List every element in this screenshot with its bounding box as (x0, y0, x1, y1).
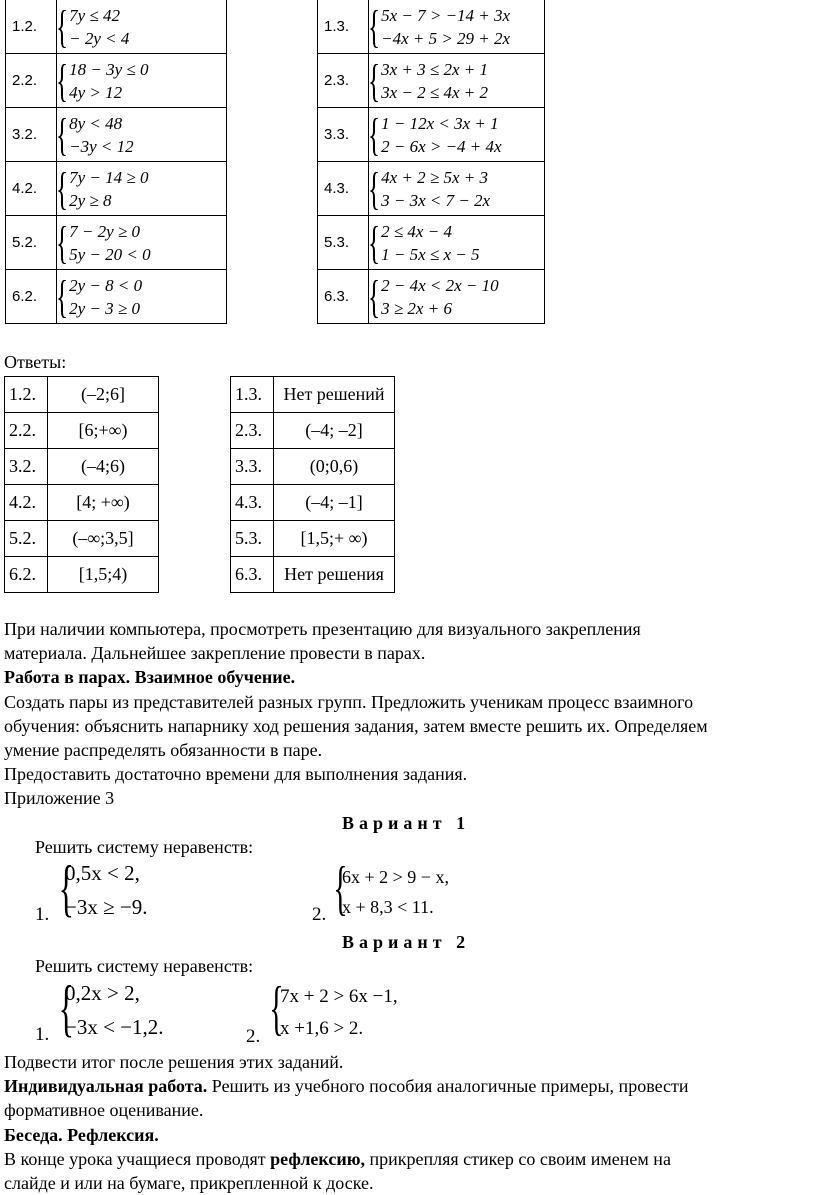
inequality-line: 3x + 3 ≤ 2x + 1 (381, 59, 488, 79)
brace-icon: { (333, 855, 348, 921)
inequality-line: −3y < 12 (69, 136, 134, 156)
inequality-line: 7y ≤ 42 (69, 5, 120, 25)
answer-number: 3.3. (231, 449, 274, 485)
answer-number: 5.3. (231, 521, 274, 557)
answer-row (231, 485, 395, 521)
system-lines (69, 59, 148, 103)
inequality-line: 1 − 12x < 3x + 1 (381, 113, 499, 133)
inequality-line: 4x + 2 ≥ 5x + 3 (381, 167, 488, 187)
appendix-label: Приложение 3 (4, 788, 115, 808)
inequality-line: x + 8,3 < 11. (342, 897, 434, 917)
reflection-text-a: В конце урока учащиеся проводят (4, 1149, 271, 1169)
inequality-line: 5y − 20 < 0 (69, 244, 151, 264)
inequality-line: 0,2x > 2, (65, 981, 140, 1005)
brace-icon: { (55, 54, 69, 106)
inequality-line: 8y < 48 (69, 113, 123, 133)
variant-2-system-1 (35, 972, 275, 1048)
inequality-line: 2 − 4x < 2x − 10 (381, 275, 499, 295)
variant-1-heading: Вариант 1 (342, 813, 471, 833)
system-row (318, 162, 545, 216)
system-lines (69, 167, 148, 211)
answer-value: Нет решения (274, 557, 395, 593)
system-body (55, 162, 226, 214)
reflection-line2: слайде и или на бумаге, прикрепленной к доске. (4, 1173, 374, 1193)
answer-value: (–4;6) (48, 449, 159, 485)
inequality-line: 0,5x < 2, (65, 861, 140, 885)
inequality-line: 7 − 2y ≥ 0 (69, 221, 140, 241)
system-number: 6.2. (6, 270, 57, 324)
system-cell (57, 54, 227, 108)
brace-icon: { (55, 270, 69, 322)
answer-number: 1.3. (231, 377, 274, 413)
inequality-line: 2y − 3 ≥ 0 (69, 298, 140, 318)
system-lines (381, 113, 501, 157)
answer-value: (–4; –1] (274, 485, 395, 521)
variant-1-system-2 (312, 855, 572, 932)
system-body (55, 108, 226, 160)
answer-row (231, 377, 395, 413)
brace-icon: { (55, 216, 69, 268)
system-number: 4.3. (318, 162, 369, 216)
brace-icon: { (58, 972, 75, 1043)
system-lines (381, 59, 488, 103)
brace-icon: { (367, 0, 381, 52)
answer-number: 6.3. (231, 557, 274, 593)
answer-number: 6.2. (5, 557, 48, 593)
system-lines (69, 5, 129, 49)
inequality-line: 18 − 3y ≤ 0 (69, 59, 149, 79)
system-row (318, 54, 545, 108)
paragraph-pairs-line2: обучения: объяснить напарнику ход решения задания, затем вместе решить их. Определяем (4, 716, 708, 736)
system-body (367, 108, 544, 160)
answer-row (231, 413, 395, 449)
system-cell (369, 54, 545, 108)
system-cell (369, 108, 545, 162)
answer-number: 5.2. (5, 521, 48, 557)
answer-value: [1,5;+ ∞) (274, 521, 395, 557)
answer-value: (–4; –2] (274, 413, 395, 449)
system-row (318, 270, 545, 324)
paragraph-computer-line2: материала. Дальнейшее закрепление провести в парах. (4, 643, 426, 663)
answer-number: 4.3. (231, 485, 274, 521)
individual-work-line1 (4, 1074, 689, 1098)
system-lines (69, 113, 134, 157)
system-cell (57, 0, 227, 54)
system-body (367, 270, 544, 322)
system-number: 2.3. (318, 54, 369, 108)
brace-icon: { (367, 216, 381, 268)
answer-value: [4; +∞) (48, 485, 159, 521)
inequality-line: 1 − 5x ≤ x − 5 (381, 244, 480, 264)
answer-number: 2.3. (231, 413, 274, 449)
answer-row (5, 449, 159, 485)
inequality-line: − 2y < 4 (69, 28, 130, 48)
inequality-line: −3x < −1,2. (65, 1015, 164, 1039)
inequality-line: 6x + 2 > 9 − x, (342, 867, 449, 887)
answer-value: [6;+∞) (48, 413, 159, 449)
system-number: 5.2. (6, 216, 57, 270)
system-number: 4.2. (6, 162, 57, 216)
system-row (6, 54, 227, 108)
answer-value: (–2;6] (48, 377, 159, 413)
answer-number: 1.2. (5, 377, 48, 413)
inequality-line: 7y − 14 ≥ 0 (69, 167, 149, 187)
variant-2-system-2 (246, 975, 506, 1052)
system-cell (369, 216, 545, 270)
system-lines (69, 221, 151, 265)
answer-value: (0;0,6) (274, 449, 395, 485)
system-body (367, 0, 544, 52)
brace-icon: { (269, 975, 284, 1041)
summary-text: Подвести итог после решения этих заданий. (4, 1052, 344, 1072)
system-row (318, 0, 545, 54)
system-number: 1. (35, 904, 50, 925)
answer-number: 4.2. (5, 485, 48, 521)
answers-table-right (230, 376, 395, 593)
reflection-text-b: прикрепляя стикер со своим именем на (364, 1149, 671, 1169)
answers-heading: Ответы: (4, 352, 67, 372)
inequality-line: 2y − 8 < 0 (69, 275, 143, 295)
system-lines (69, 275, 142, 319)
inequality-line: 5x − 7 > −14 + 3x (381, 5, 511, 25)
inequality-line: −4x + 5 > 29 + 2x (381, 28, 511, 48)
answer-row (231, 449, 395, 485)
brace-icon: { (367, 54, 381, 106)
answer-value: (–∞;3,5] (48, 521, 159, 557)
brace-icon: { (55, 0, 69, 52)
answer-row (5, 413, 159, 449)
inequality-line: 2 ≤ 4x − 4 (381, 221, 452, 241)
reflection-line1 (4, 1147, 671, 1171)
system-cell (369, 0, 545, 54)
system-body (55, 54, 226, 106)
system-row (6, 162, 227, 216)
variant-2-heading: Вариант 2 (342, 932, 471, 952)
system-number: 3.3. (318, 108, 369, 162)
system-row (6, 108, 227, 162)
system-cell (369, 162, 545, 216)
systems-table-left (5, 0, 227, 324)
system-body (55, 270, 226, 322)
answer-value: Нет решений (274, 377, 395, 413)
system-row (318, 108, 545, 162)
individual-work-heading: Индивидуальная работа. (4, 1076, 208, 1096)
system-row (6, 216, 227, 270)
system-lines (381, 5, 510, 49)
brace-icon: { (58, 852, 75, 923)
system-cell (57, 270, 227, 324)
answer-row (231, 557, 395, 593)
brace-icon: { (367, 270, 381, 322)
system-cell (369, 270, 545, 324)
answer-row (5, 377, 159, 413)
system-lines (381, 221, 479, 265)
inequality-line: 3 ≥ 2x + 6 (381, 298, 452, 318)
answer-value: [1,5;4) (48, 557, 159, 593)
inequality-line: 2 − 6x > −4 + 4x (381, 136, 502, 156)
inequality-line: x +1,6 > 2. (280, 1018, 364, 1039)
system-body (367, 54, 544, 106)
system-body (55, 216, 226, 268)
system-row (6, 270, 227, 324)
inequality-line: 2y ≥ 8 (69, 190, 112, 210)
system-number: 1.3. (318, 0, 369, 54)
system-cell (57, 108, 227, 162)
variant-2-task: Решить систему неравенств: (35, 956, 254, 976)
paragraph-pairs-line3: умение распределять обязанности в паре. (4, 740, 323, 760)
inequality-line: 7x + 2 > 6x −1, (280, 986, 398, 1007)
system-cell (57, 216, 227, 270)
system-lines (381, 275, 499, 319)
answer-number: 3.2. (5, 449, 48, 485)
system-body (367, 216, 544, 268)
inequality-line: −3x ≥ −9. (65, 895, 148, 919)
brace-icon: { (367, 162, 381, 214)
individual-work-text: Решить из учебного пособия аналогичные примеры, провести (207, 1076, 689, 1096)
inequality-line: 3x − 2 ≤ 4x + 2 (381, 82, 488, 102)
answer-row (5, 557, 159, 593)
system-row (6, 0, 227, 54)
system-number: 6.3. (318, 270, 369, 324)
brace-icon: { (55, 108, 69, 160)
system-cell (57, 162, 227, 216)
individual-work-line2: формативное оценивание. (4, 1100, 204, 1120)
system-body (367, 162, 544, 214)
system-number: 2.2. (6, 54, 57, 108)
variant-1-task: Решить систему неравенств: (35, 837, 254, 857)
heading-reflection: Беседа. Рефлексия. (4, 1125, 159, 1145)
variant-1-system-1 (35, 852, 275, 928)
answer-row (231, 521, 395, 557)
paragraph-computer-line1: При наличии компьютера, просмотреть презентацию для визуального закрепления (4, 619, 641, 639)
system-number: 1. (35, 1024, 50, 1045)
system-lines (381, 167, 490, 211)
system-number: 2. (246, 1026, 261, 1047)
answers-table-left (4, 376, 159, 593)
paragraph-pairs-line1: Создать пары из представителей разных групп. Предложить ученикам процесс взаимного (4, 692, 694, 712)
inequality-line: 4y > 12 (69, 82, 123, 102)
system-number: 2. (312, 904, 327, 925)
system-number: 3.2. (6, 108, 57, 162)
system-number: 1.2. (6, 0, 57, 54)
answer-number: 2.2. (5, 413, 48, 449)
reflection-term: рефлексию, (270, 1149, 365, 1169)
answer-row (5, 521, 159, 557)
brace-icon: { (367, 108, 381, 160)
heading-pair-work: Работа в парах. Взаимное обучение. (4, 667, 296, 687)
brace-icon: { (55, 162, 69, 214)
system-number: 5.3. (318, 216, 369, 270)
inequality-line: 3 − 3x < 7 − 2x (381, 190, 491, 210)
paragraph-time: Предоставить достаточно времени для выполнения задания. (4, 764, 468, 784)
system-body (55, 0, 226, 52)
system-row (318, 216, 545, 270)
answer-row (5, 485, 159, 521)
systems-table-right (317, 0, 545, 324)
